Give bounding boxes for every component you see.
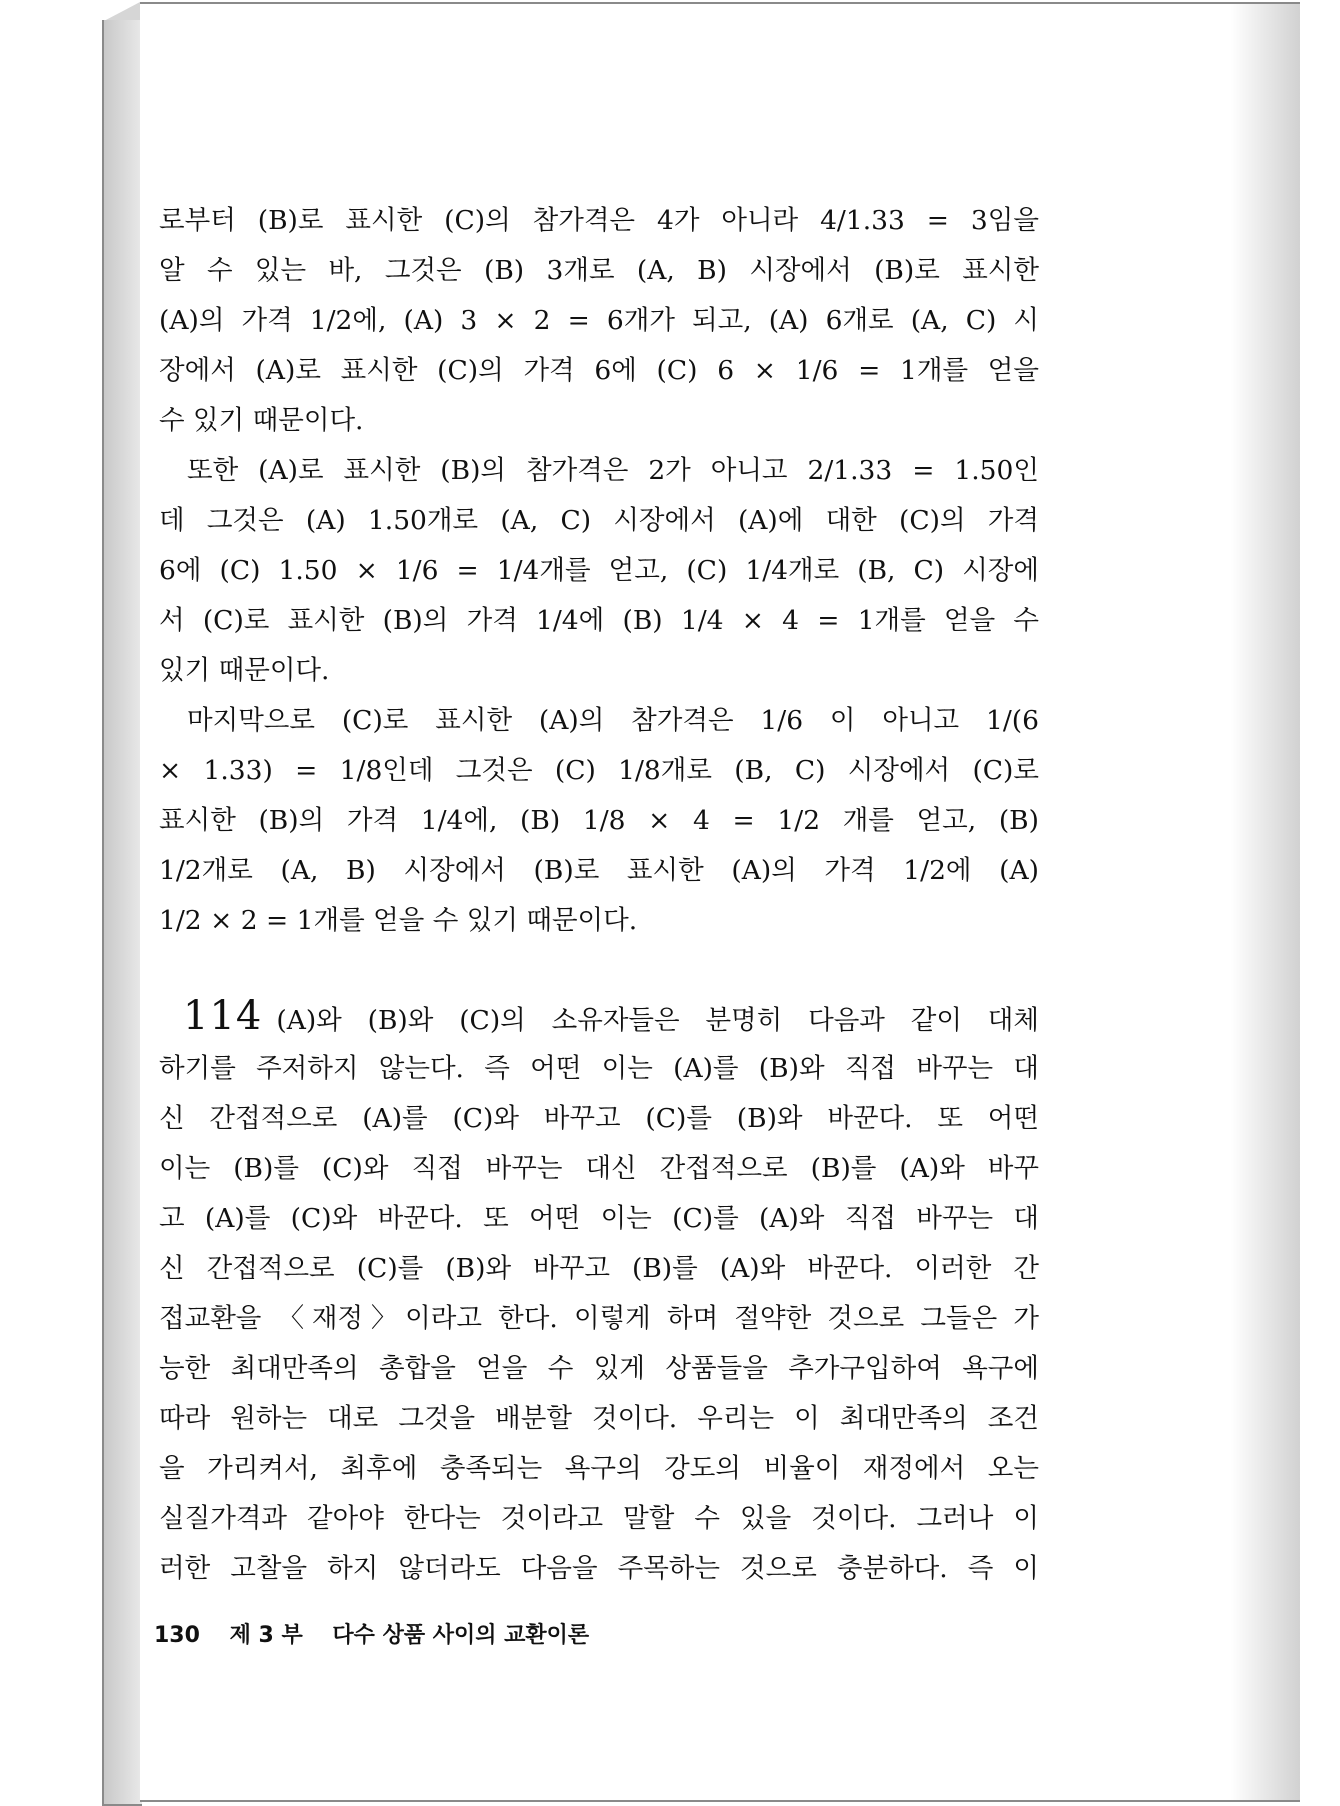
body-text	[159, 196, 1039, 1594]
text-line: 6에 (C) 1.50 × 1/6 = 1/4개를 얻고, (C) 1/4개로 (B, C) 시장에	[159, 555, 1039, 586]
running-title: 다수 상품 사이의 교환이론	[332, 1623, 590, 1648]
text-line: 접교환을 〈재정〉이라고 한다. 이렇게 하며 절약한 것으로 그들은 가	[159, 1303, 1039, 1334]
text-line: 신 간접적으로 (A)를 (C)와 바꾸고 (C)를 (B)와 바꾼다. 또 어떤	[159, 1103, 1039, 1134]
book-spine	[102, 20, 142, 1806]
section-number: 114	[183, 993, 263, 1039]
text-line: 실질가격과 같아야 한다는 것이라고 말할 수 있을 것이다. 그러나 이	[159, 1503, 1039, 1534]
text-line: 서 (C)로 표시한 (B)의 가격 1/4에 (B) 1/4 × 4 = 1개를 얻을 수	[159, 605, 1039, 636]
text-line: 로부터 (B)로 표시한 (C)의 참가격은 4가 아니라 4/1.33 = 3임을	[159, 205, 1039, 236]
section-first-line	[159, 988, 1039, 1044]
text-line: 1/2 × 2 = 1개를 얻을 수 있기 때문이다.	[159, 905, 638, 936]
paragraph-gap	[159, 946, 1039, 988]
text-line: 마지막으로 (C)로 표시한 (A)의 참가격은 1/6 이 아니고 1/(6	[187, 705, 1039, 736]
text-line: 이는 (B)를 (C)와 직접 바꾸는 대신 간접적으로 (B)를 (A)와 바꾸	[159, 1153, 1039, 1184]
text-line: 있기 때문이다.	[159, 655, 330, 686]
text-line: 고 (A)를 (C)와 바꾼다. 또 어떤 이는 (C)를 (A)와 직접 바꾸는 대	[159, 1203, 1039, 1234]
page-edge-shadow	[1230, 4, 1300, 1800]
part-label: 제 3 부	[229, 1623, 303, 1648]
text-line: × 1.33) = 1/8인데 그것은 (C) 1/8개로 (B, C) 시장에서 (C)로	[159, 755, 1039, 786]
text-line: 알 수 있는 바, 그것은 (B) 3개로 (A, B) 시장에서 (B)로 표시한	[159, 255, 1039, 286]
page-footer	[154, 1618, 589, 1649]
text-line: 신 간접적으로 (C)를 (B)와 바꾸고 (B)를 (A)와 바꾼다. 이러한 간	[159, 1253, 1039, 1284]
text-line: 데 그것은 (A) 1.50개로 (A, C) 시장에서 (A)에 대한 (C)의 가격	[159, 505, 1039, 536]
text-line: 수 있기 때문이다.	[159, 405, 364, 436]
text-line: 장에서 (A)로 표시한 (C)의 가격 6에 (C) 6 × 1/6 = 1개를 얻을	[159, 355, 1039, 386]
text-line: 러한 고찰을 하지 않더라도 다음을 주목하는 것으로 충분하다. 즉 이	[159, 1553, 1039, 1584]
text-line: 능한 최대만족의 총합을 얻을 수 있게 상품들을 추가구입하여 욕구에	[159, 1353, 1039, 1384]
text-line: 따라 원하는 대로 그것을 배분할 것이다. 우리는 이 최대만족의 조건	[159, 1403, 1039, 1434]
book-spine-top	[102, 2, 140, 22]
text-line: 1/2개로 (A, B) 시장에서 (B)로 표시한 (A)의 가격 1/2에 (A)	[159, 855, 1039, 886]
text-line: 표시한 (B)의 가격 1/4에, (B) 1/8 × 4 = 1/2 개를 얻고, (B)	[159, 805, 1039, 836]
text-line: (A)의 가격 1/2에, (A) 3 × 2 = 6개가 되고, (A) 6개로 (A, C) 시	[159, 305, 1039, 336]
text-line: 을 가리켜서, 최후에 충족되는 욕구의 강도의 비율이 재정에서 오는	[159, 1453, 1039, 1484]
text-line: 하기를 주저하지 않는다. 즉 어떤 이는 (A)를 (B)와 직접 바꾸는 대	[159, 1053, 1039, 1084]
section-first-line-text: (A)와 (B)와 (C)의 소유자들은 분명히 다음과 같이 대체	[276, 1005, 1039, 1036]
page-number: 130	[154, 1623, 200, 1648]
text-line: 또한 (A)로 표시한 (B)의 참가격은 2가 아니고 2/1.33 = 1.50인	[187, 455, 1039, 486]
